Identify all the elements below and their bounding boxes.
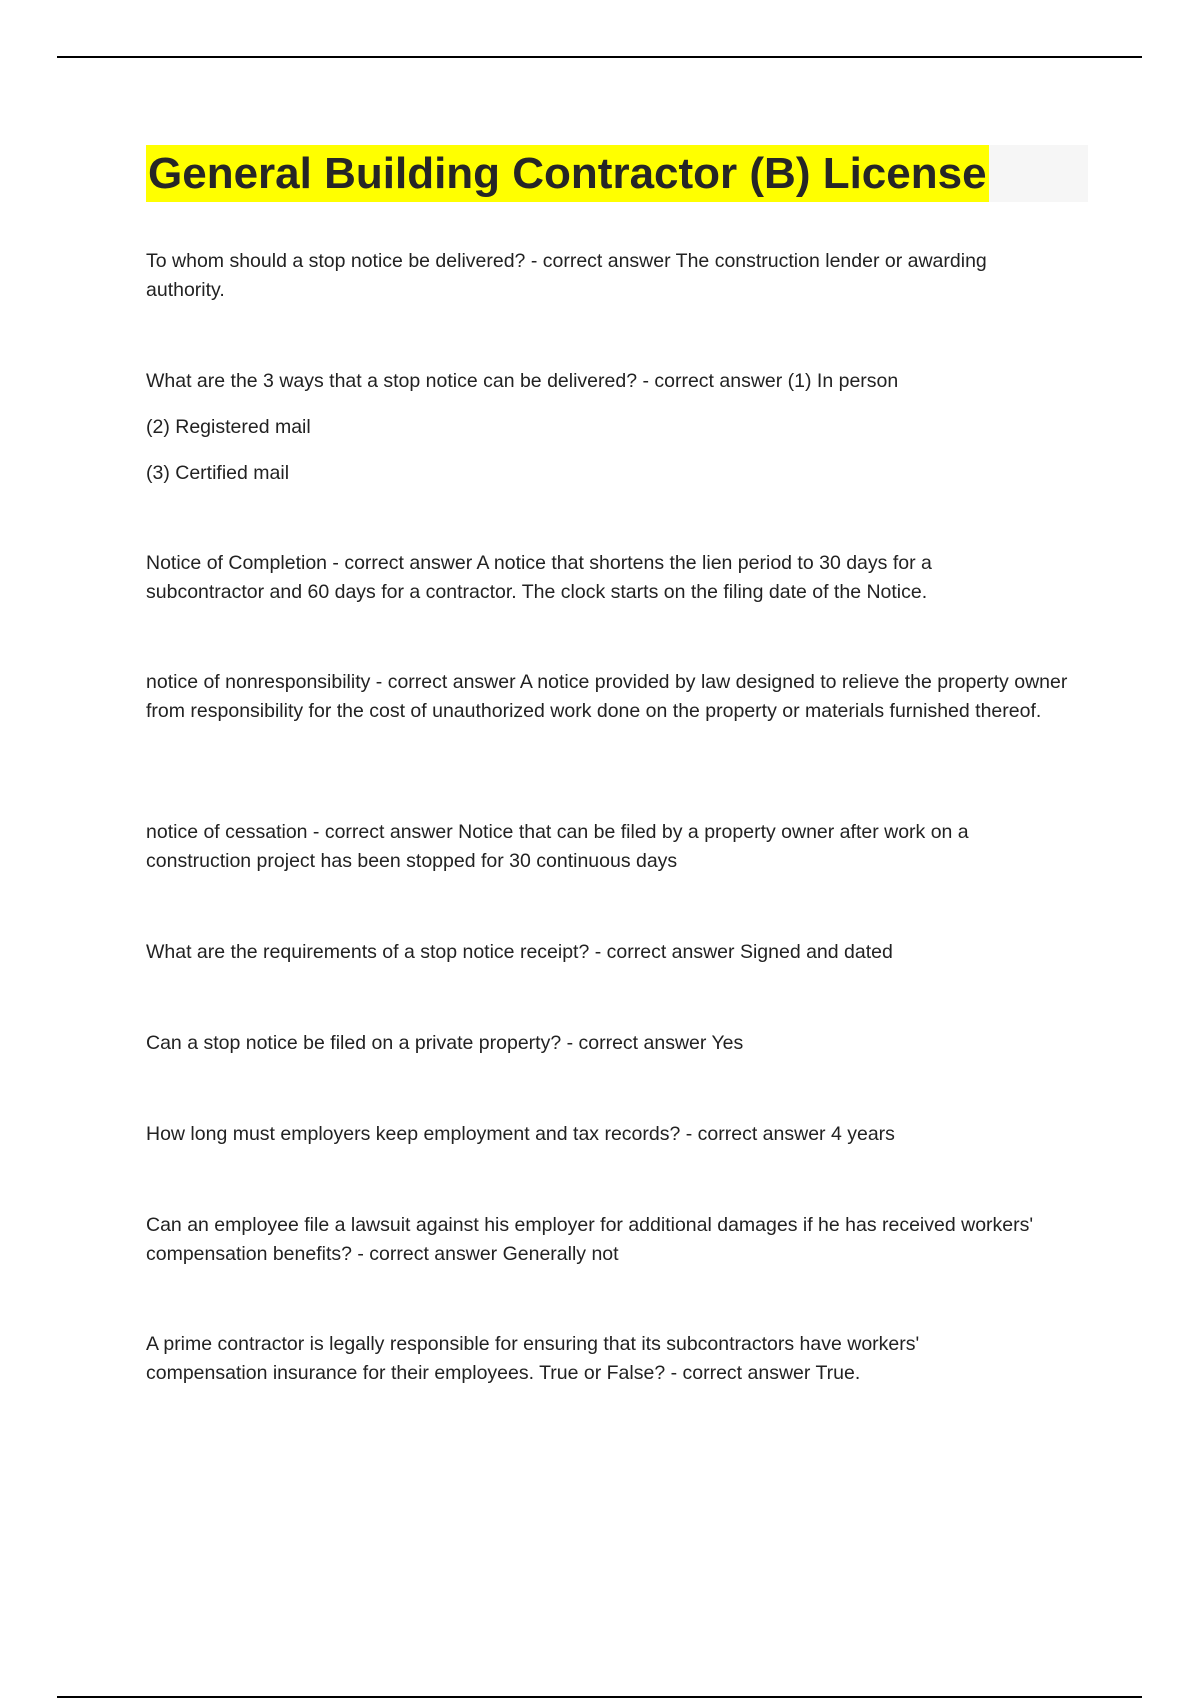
qa-text: Can a stop notice be filed on a private property? - correct answer Yes xyxy=(146,1032,744,1054)
qa-text: What are the requirements of a stop notice receipt? - correct answer Signed and dated xyxy=(146,941,893,963)
qa-item xyxy=(146,549,1006,607)
qa-text: Can an employee file a lawsuit against his employer for additional damages if he has received workers' compensation benefits? - correct answer Generally not xyxy=(146,1214,1034,1265)
qa-item xyxy=(146,668,1096,726)
bottom-rule xyxy=(57,1696,1142,1698)
qa-text: To whom should a stop notice be delivered? - correct answer The construction lender or awarding authority. xyxy=(146,250,987,301)
top-rule xyxy=(57,56,1142,58)
title-block xyxy=(146,145,1088,202)
document-title: General Building Contractor (B) License xyxy=(146,145,989,202)
qa-text: How long must employers keep employment and tax records? - correct answer 4 years xyxy=(146,1123,895,1145)
qa-item xyxy=(146,1211,1081,1269)
qa-text: What are the 3 ways that a stop notice can be delivered? - correct answer (1) In person xyxy=(146,370,899,392)
qa-text: notice of nonresponsibility - correct answer A notice provided by law designed to relieve the property owner from responsibility for the cost of unauthorized work done on the property or materials furnished thereof. xyxy=(146,671,1068,722)
qa-item xyxy=(146,938,1076,967)
qa-item xyxy=(146,818,1046,876)
qa-item xyxy=(146,1029,1076,1058)
qa-text: Notice of Completion - correct answer A notice that shortens the lien period to 30 days for a subcontractor and 60 days for a contractor. The clock starts on the filing date of the Notice. xyxy=(146,552,932,603)
qa-subline: (3) Certified mail xyxy=(146,462,290,484)
qa-item xyxy=(146,247,1046,305)
qa-item xyxy=(146,1120,1076,1149)
qa-text: notice of cessation - correct answer Notice that can be filed by a property owner after work on a construction project has been stopped for 30 continuous days xyxy=(146,821,969,872)
qa-item xyxy=(146,367,1076,488)
qa-subline: (2) Registered mail xyxy=(146,416,311,438)
qa-text: A prime contractor is legally responsible for ensuring that its subcontractors have workers' compensation insurance for their employees. True or False? - correct answer True. xyxy=(146,1333,920,1384)
qa-item xyxy=(146,1330,996,1388)
